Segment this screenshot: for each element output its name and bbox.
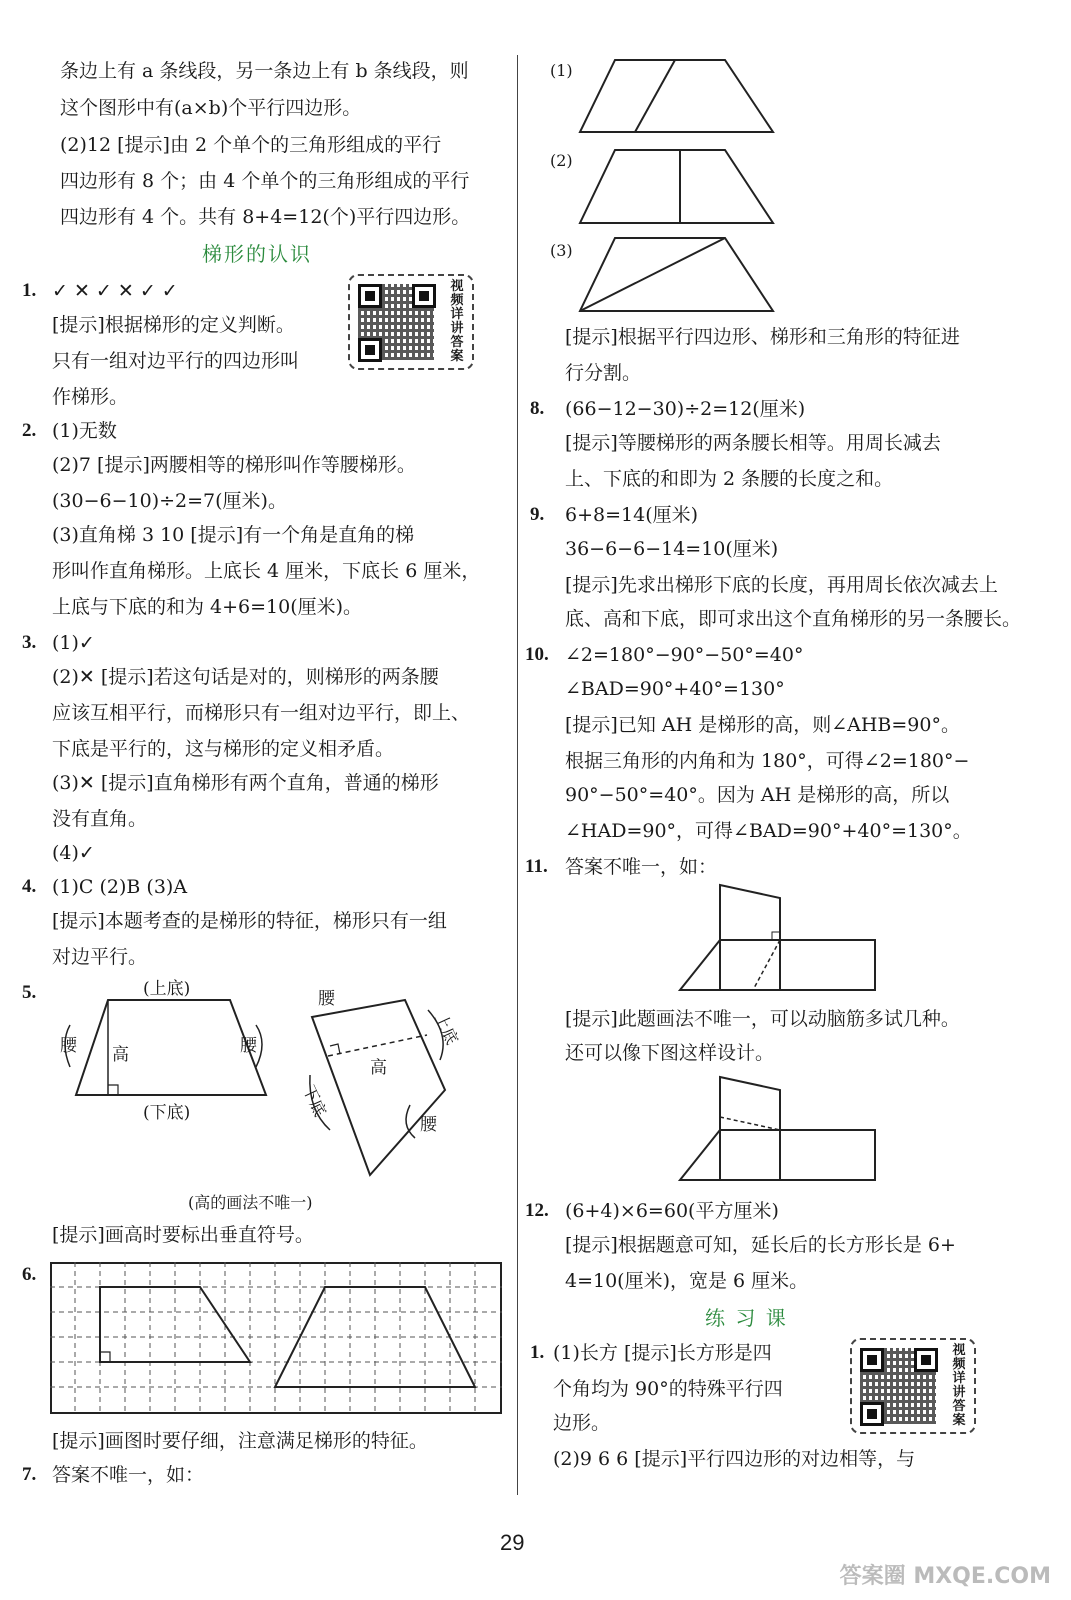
answer-line: 答案不唯一，如： [52, 1464, 205, 1486]
answer-line: (2)✕ [提示]若这句话是对的，则梯形的两条腰 [52, 666, 439, 688]
question-number: 5. [22, 982, 37, 1003]
text-line: 条边上有 a 条线段，另一条边上有 b 条线段，则 [60, 60, 469, 82]
label-leg: 腰 [60, 1036, 77, 1056]
question-number: 7. [22, 1464, 37, 1485]
qr-finder [358, 284, 382, 308]
hint-line: [提示]先求出梯形下底的长度，再用周长依次减去上 [565, 574, 998, 596]
hint-line: [提示]根据梯形的定义判断。 [52, 314, 295, 336]
text-line: 四边形有 8 个；由 4 个单个的三角形组成的平行 [60, 170, 470, 192]
answer-line: (1)C (2)B (3)A [52, 876, 188, 898]
answer-line: (30−6−10)÷2=7(厘米)。 [52, 490, 287, 512]
hint-line: [提示]画高时要标出垂直符号。 [52, 1224, 314, 1246]
qr-finder [860, 1348, 884, 1372]
question-number: 9. [530, 504, 545, 525]
answer-line: ∠2=180°−90°−50°=40° [565, 644, 804, 666]
qr-finder [358, 338, 382, 362]
text-line: 四边形有 4 个。共有 8+4=12(个)平行四边形。 [60, 206, 471, 228]
split-figure-3 [575, 233, 780, 318]
answer-line: 边形。 [553, 1412, 611, 1434]
question-number: 1. [22, 280, 37, 301]
answer-line: (66−12−30)÷2=12(厘米) [565, 398, 806, 420]
hint-line: [提示]等腰梯形的两条腰长相等。用周长减去 [565, 432, 941, 454]
watermark: 答案圈 MXQE.COM [839, 1564, 1051, 1589]
label-leg: 腰 [420, 1115, 437, 1135]
hint-line: 90°−50°=40°。因为 AH 是梯形的高，所以 [565, 784, 950, 806]
hint-line: [提示]根据题意可知，延长后的长方形长是 6+ [565, 1234, 956, 1256]
label-leg: 腰 [318, 989, 335, 1009]
split-figure-1 [575, 55, 780, 140]
hint-line: 只有一组对边平行的四边形叫 [52, 350, 300, 372]
page-number: 29 [500, 1530, 525, 1555]
answer-line: (1)✓ [52, 632, 95, 654]
hint-line: [提示]画图时要仔细，注意满足梯形的特征。 [52, 1430, 428, 1452]
qr-finder [860, 1402, 884, 1426]
answer-marks: ✓ ✕ ✓ ✕ ✓ ✓ [52, 280, 178, 302]
answer-line: (2)7 [提示]两腰相等的梯形叫作等腰梯形。 [52, 454, 416, 476]
answer-line: 答案不唯一，如： [565, 856, 718, 878]
answer-line: 个角均为 90°的特殊平行四 [553, 1378, 783, 1400]
section-title: 练 习 课 [705, 1306, 788, 1330]
question-number: 2. [22, 420, 37, 441]
qr-code[interactable] [348, 274, 474, 370]
hint-line: 底、高和下底，即可求出这个直角梯形的另一条腰长。 [565, 608, 1022, 630]
answer-line: 下底是平行的，这与梯形的定义相矛盾。 [52, 738, 395, 760]
figure-label: (2) [550, 151, 573, 170]
label-height: 高 [112, 1045, 129, 1065]
hint-line: 作梯形。 [52, 386, 129, 408]
question-number: 12. [525, 1200, 549, 1221]
qr-label: 视频详讲答案 [952, 1343, 966, 1428]
qr-finder [914, 1348, 938, 1372]
hint-line: [提示]此题画法不唯一，可以动脑筋多试几种。 [565, 1008, 960, 1030]
answer-line: 应该互相平行，而梯形只有一组对边平行，即上、 [52, 702, 471, 724]
question-number: 4. [22, 876, 37, 897]
answer-line: (1)长方 [提示]长方形是四 [553, 1342, 772, 1364]
question-number: 6. [22, 1264, 37, 1285]
question-number: 3. [22, 632, 37, 653]
answer-line: (1)无数 [52, 420, 117, 442]
hint-line: 行分割。 [565, 362, 642, 384]
hint-line: [提示]根据平行四边形、梯形和三角形的特征进 [565, 326, 960, 348]
hint-line: 上、下底的和即为 2 条腰的长度之和。 [565, 468, 894, 490]
label-height: 高 [370, 1058, 387, 1078]
label-leg: 腰 [240, 1036, 257, 1056]
label-bottom-base: (下底) [143, 1103, 191, 1123]
hint-line: [提示]本题考查的是梯形的特征，梯形只有一组 [52, 910, 447, 932]
answer-line: 形叫作直角梯形。上底长 4 厘米，下底长 6 厘米， [52, 560, 481, 582]
answer-line: 没有直角。 [52, 808, 148, 830]
hint-line: [提示]已知 AH 是梯形的高，则∠AHB=90°。 [565, 714, 960, 736]
qr-label: 视频详讲答案 [450, 279, 464, 364]
qr-finder [412, 284, 436, 308]
question-number: 8. [530, 398, 545, 419]
answer-line: (3)✕ [提示]直角梯形有两个直角，普通的梯形 [52, 772, 439, 794]
answer-line: (2)9 6 6 [提示]平行四边形的对边相等，与 [553, 1448, 916, 1470]
qr-code[interactable] [850, 1338, 976, 1434]
split-figure-2 [575, 145, 780, 230]
question-number: 1. [530, 1342, 545, 1363]
question-number: 10. [525, 644, 549, 665]
text-line: (2)12 [提示]由 2 个单个的三角形组成的平行 [60, 134, 442, 156]
hint-line: 还可以像下图这样设计。 [565, 1042, 775, 1064]
figure-label: (3) [550, 241, 573, 260]
answer-line: 6+8=14(厘米) [565, 504, 699, 526]
figure-caption: (高的画法不唯一) [188, 1193, 313, 1212]
figure-label: (1) [550, 61, 573, 80]
hint-line: ∠HAD=90°，可得∠BAD=90°+40°=130°。 [565, 820, 972, 842]
answer-line: (3)直角梯 3 10 [提示]有一个角是直角的梯 [52, 524, 415, 546]
text-line: 这个图形中有(a×b)个平行四边形。 [60, 97, 362, 119]
hint-line: 根据三角形的内角和为 180°，可得∠2=180°− [565, 750, 970, 772]
label-top-base: 上底 [431, 1010, 462, 1048]
question-number: 11. [525, 856, 548, 877]
label-bottom-base: 下底 [299, 1082, 330, 1120]
answer-line: 36−6−6−14=10(厘米) [565, 538, 779, 560]
hint-line: 4=10(厘米)，宽是 6 厘米。 [565, 1270, 809, 1292]
label-top-base: (上底) [143, 979, 191, 999]
grid-figure [50, 1262, 502, 1414]
hint-line: 对边平行。 [52, 946, 148, 968]
answer-line: 上底与下底的和为 4+6=10(厘米)。 [52, 596, 363, 618]
section-title: 梯形的认识 [202, 242, 312, 266]
combined-figure-1 [675, 880, 880, 995]
answer-line: (4)✓ [52, 842, 95, 864]
answer-line: (6+4)×6=60(平方厘米) [565, 1200, 779, 1222]
column-divider [517, 55, 518, 1495]
combined-figure-2 [675, 1072, 880, 1187]
answer-line: ∠BAD=90°+40°=130° [565, 678, 785, 700]
